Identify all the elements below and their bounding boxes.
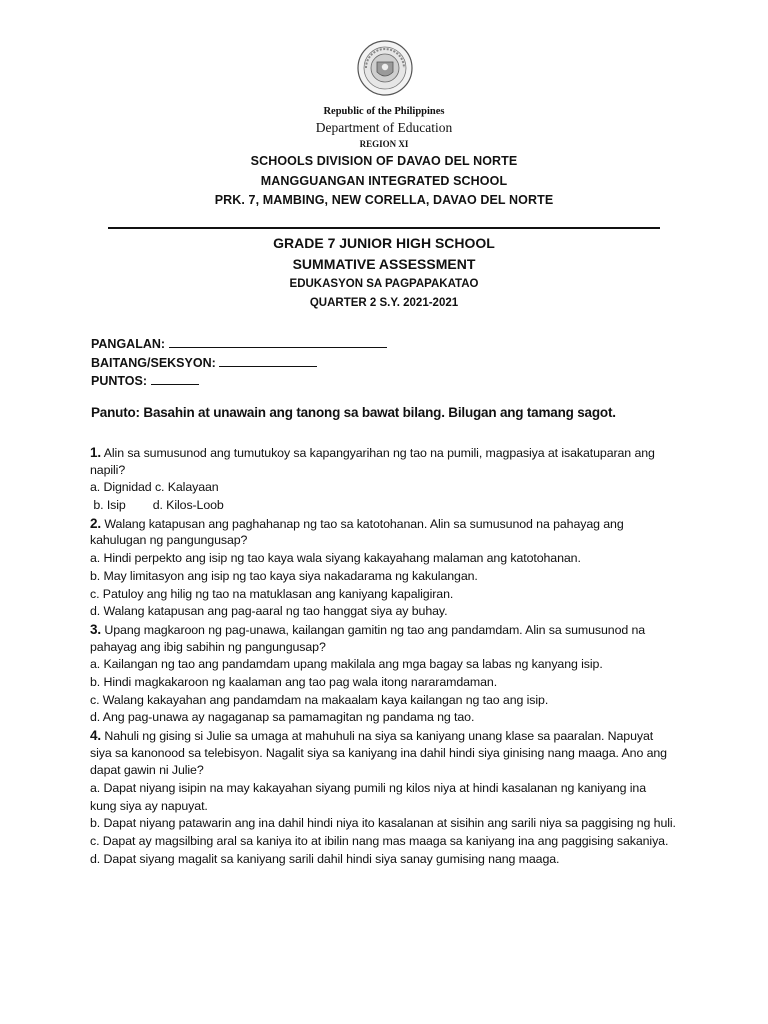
score-blank[interactable] bbox=[151, 373, 199, 385]
score-label: PUNTOS: bbox=[91, 374, 148, 388]
choice-c[interactable]: c. Kalayaan bbox=[154, 480, 219, 495]
grade-section-blank[interactable] bbox=[219, 355, 317, 367]
choice-b[interactable]: b. Isip bbox=[93, 498, 126, 513]
question-4-line-2 bbox=[90, 745, 690, 763]
school-address: PRK. 7, MAMBING, NEW CORELLA, DAVAO DEL NORTE bbox=[214, 193, 554, 207]
choice-a[interactable]: a. Kailangan ng tao ang pandamdam upang makilala ang mga bagay sa labas ng kanyang isip. bbox=[90, 657, 603, 672]
quarter-title: QUARTER 2 S.Y. 2021-2021 bbox=[309, 297, 459, 309]
school-name: MANGGUANGAN INTEGRATED SCHOOL bbox=[260, 174, 508, 188]
assessment-title: SUMMATIVE ASSESSMENT bbox=[292, 256, 476, 272]
question-text: kahulugan ng pangungusap? bbox=[90, 533, 248, 548]
question-1-line-2 bbox=[90, 462, 690, 480]
choice-d[interactable]: d. Dapat siyang magalit sa kaniyang sarili dahil hindi siya sanay gumising nang maaga. bbox=[90, 851, 560, 866]
choice-c[interactable]: c. Dapat ay magsilbing aral sa kaniya ito at ibilin nang mas maaga sa kaniyang ina ang paggising sakaniya. bbox=[90, 834, 669, 849]
choice-a[interactable]: a. Dapat niyang isipin na may kakayahan siyang pumili ng kilos niya at hindi kasalanan ng kaniyang ina bbox=[90, 781, 646, 796]
question-4-line-3 bbox=[90, 762, 690, 780]
question-4-line-1 bbox=[90, 727, 690, 745]
question-number: 3. bbox=[90, 621, 102, 637]
question-1-choices-ac bbox=[90, 479, 690, 497]
grade-title: GRADE 7 JUNIOR HIGH SCHOOL bbox=[273, 235, 495, 251]
choice-a[interactable]: a. Dignidad bbox=[90, 480, 152, 495]
republic-line: Republic of the Philippines bbox=[323, 106, 445, 117]
score-field[interactable] bbox=[91, 373, 199, 388]
name-blank[interactable] bbox=[169, 336, 387, 348]
choice-d[interactable]: d. Walang katapusan ang pag-aaral ng tao hanggat siya ay buhay. bbox=[90, 604, 448, 619]
question-3-line-2 bbox=[90, 639, 690, 657]
question-text: Alin sa sumusunod ang tumutukoy sa kapangyarihan ng tao na pumili, magpasiya at isakatuparan ang bbox=[103, 446, 655, 460]
question-number: 2. bbox=[90, 515, 102, 531]
subject-title: EDUKASYON SA PAGPAPAKATAO bbox=[289, 278, 479, 290]
department-line: Department of Education bbox=[315, 120, 453, 135]
choice-a[interactable]: a. Hindi perpekto ang isip ng tao kaya wala siyang kakayahang malaman ang katotohanan. bbox=[90, 551, 581, 566]
header-divider bbox=[108, 227, 660, 229]
choice-d[interactable]: d. Ang pag-unawa ay nagaganap sa pamamagitan ng pandama ng tao. bbox=[90, 710, 475, 725]
name-label: PANGALAN: bbox=[91, 337, 166, 351]
grade-section-label: BAITANG/SEKSYON: bbox=[91, 356, 216, 370]
choice-c[interactable]: c. Patuloy ang hilig ng tao na matuklasan ang kaniyang kapaligiran. bbox=[90, 586, 454, 601]
question-text: Nahuli ng gising si Julie sa umaga at mahuhuli na siya sa kaniyang unang klase sa paaralan. Napuyat bbox=[104, 729, 654, 743]
question-2-line-1 bbox=[90, 515, 690, 533]
questions bbox=[90, 444, 690, 869]
choice-b[interactable]: b. Hindi magkakaroon ng kaalaman ang tao pag wala itong nararamdaman. bbox=[90, 674, 498, 689]
question-number: 1. bbox=[90, 445, 102, 460]
name-field[interactable] bbox=[91, 336, 387, 351]
question-text: siya sa kanonood sa telebisyon. Nagalit siya sa kaniyang ina dahil hindi siya ginising nang maaga. Ano ang bbox=[90, 745, 667, 760]
choice-a-continued: kung siya ay napuyat. bbox=[90, 798, 208, 813]
region-line: REGION XI bbox=[359, 139, 409, 149]
question-number: 4. bbox=[90, 728, 102, 743]
choice-d[interactable]: d. Kilos-Loob bbox=[152, 498, 224, 513]
grade-section-field[interactable] bbox=[91, 355, 317, 370]
choice-b[interactable]: b. May limitasyon ang isip ng tao kaya siya nakadarama ng kakulangan. bbox=[90, 568, 478, 583]
question-2-line-2 bbox=[90, 532, 690, 550]
question-3-line-1 bbox=[90, 621, 690, 639]
division-line: SCHOOLS DIVISION OF DAVAO DEL NORTE bbox=[250, 154, 518, 168]
question-1-choices-bd bbox=[90, 497, 690, 515]
question-text: Upang magkaroon ng pag-unawa, kailangan gamitin ng tao ang pandamdam. Alin sa sumusunod na bbox=[104, 622, 646, 637]
instructions: Panuto: Basahin at unawain ang tanong sa bawat bilang. Bilugan ang tamang sagot. bbox=[91, 405, 616, 420]
question-1-line-1 bbox=[90, 444, 690, 462]
question-text: Walang katapusan ang paghahanap ng tao sa katotohanan. Alin sa sumusunod na pahayag ang bbox=[104, 516, 624, 531]
choice-b[interactable]: b. Dapat niyang patawarin ang ina dahil hindi niya ito kasalanan at sisihin ang sarili niya sa paggising ng huli. bbox=[90, 816, 676, 831]
question-text: napili? bbox=[90, 462, 126, 477]
question-text: dapat gawin ni Julie? bbox=[90, 763, 204, 778]
deped-seal-icon bbox=[357, 40, 413, 96]
choice-c[interactable]: c. Walang kakayahan ang pandamdam na makaalam kaya kailangan ng tao ang isip. bbox=[90, 692, 549, 707]
question-text: pahayag ang ibig sabihin ng pangungusap? bbox=[90, 639, 326, 654]
